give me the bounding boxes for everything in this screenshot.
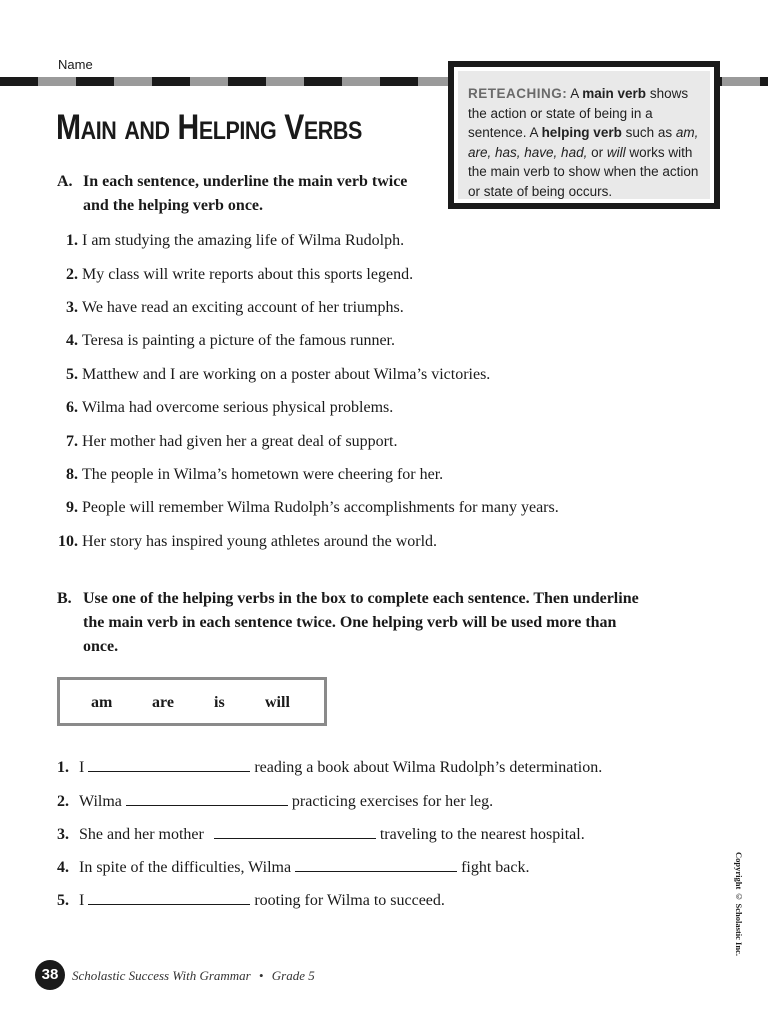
reteaching-text-part: such as <box>621 125 676 140</box>
item-text-after: practicing exercises for her leg. <box>291 793 494 810</box>
section-a-letter: A. <box>57 173 73 190</box>
name-label: Name <box>58 57 93 72</box>
footer-text <box>72 968 315 984</box>
item-number: 4. <box>66 332 78 349</box>
item-text-before: She and her mother <box>79 826 204 843</box>
item-text-after: reading a book about Wilma Rudolph’s determination. <box>254 759 603 776</box>
item-text-before: In spite of the difficulties, Wilma <box>79 859 292 876</box>
item-text-after: fight back. <box>461 859 530 876</box>
reteaching-text-part: A <box>567 86 583 101</box>
reteaching-text-part: shows the action or state of being in a sentence. A <box>468 86 689 140</box>
item-number: 3. <box>66 299 78 316</box>
list-item <box>50 466 443 484</box>
answer-blank[interactable] <box>88 757 250 772</box>
item-number: 10. <box>58 533 78 550</box>
item-text: Wilma had overcome serious physical problems. <box>82 399 394 416</box>
list-item <box>50 499 559 517</box>
answer-blank[interactable] <box>126 791 288 806</box>
item-text: Her story has inspired young athletes around the world. <box>82 533 438 550</box>
list-item <box>57 791 493 811</box>
section-b-letter: B. <box>57 590 72 607</box>
list-item <box>50 533 437 551</box>
item-number: 4. <box>57 859 69 876</box>
reteaching-text-part: works with the main verb to show when the action or state of being occurs. <box>468 144 699 199</box>
list-item <box>57 890 445 910</box>
item-text: Her mother had given her a great deal of support. <box>82 433 398 450</box>
item-text: I am studying the amazing life of Wilma Rudolph. <box>82 232 405 249</box>
item-number: 5. <box>66 366 78 383</box>
item-text: Teresa is painting a picture of the famous runner. <box>82 332 395 349</box>
verb-option: am <box>91 694 113 711</box>
item-number: 6. <box>66 399 78 416</box>
list-item <box>50 399 393 417</box>
item-text: My class will write reports about this sports legend. <box>82 266 414 283</box>
page-number-badge: 38 <box>35 960 65 990</box>
list-item <box>50 266 413 284</box>
item-text: We have read an exciting account of her triumphs. <box>82 299 404 316</box>
reteaching-text-part: or <box>587 144 607 160</box>
item-number: 2. <box>57 793 69 810</box>
footer-separator: • <box>258 968 264 983</box>
section-a-list <box>50 232 730 562</box>
book-title: Scholastic Success With Grammar <box>72 968 251 983</box>
list-item <box>57 824 585 844</box>
list-item <box>50 332 395 350</box>
helping-verb-box <box>57 677 327 726</box>
item-number: 8. <box>66 466 78 483</box>
list-item <box>50 299 404 317</box>
reteaching-main-verb-term: main verb <box>582 86 647 101</box>
reteaching-box <box>448 61 720 209</box>
grade-label: Grade 5 <box>271 968 315 983</box>
reteaching-example-will: will <box>606 144 626 160</box>
reteaching-examples: am, are, has, have, had, <box>468 125 699 160</box>
page-title: Main and Helping Verbs <box>56 108 362 147</box>
item-text-before: Wilma <box>79 793 122 810</box>
list-item <box>50 433 397 451</box>
list-item <box>50 366 490 384</box>
item-text-after: traveling to the nearest hospital. <box>379 826 585 843</box>
list-item <box>57 857 529 877</box>
list-item <box>50 232 404 250</box>
section-a-text: In each sentence, underline the main verb twice and the helping verb once. <box>83 173 408 214</box>
section-b-list <box>57 757 697 917</box>
item-text-before: I <box>79 759 85 776</box>
reteaching-helping-verb-term: helping verb <box>541 125 622 140</box>
item-text: Matthew and I are working on a poster about Wilma’s victories. <box>82 366 491 383</box>
item-text-before: I <box>79 892 85 909</box>
item-number: 1. <box>66 232 78 249</box>
item-number: 3. <box>57 826 69 843</box>
verb-option: are <box>152 694 174 711</box>
item-number: 9. <box>66 499 78 516</box>
item-number: 5. <box>57 892 69 909</box>
item-text: The people in Wilma’s hometown were cheering for her. <box>82 466 444 483</box>
item-text-after: rooting for Wilma to succeed. <box>254 892 445 909</box>
section-b-text: Use one of the helping verbs in the box to complete each sentence. Then underline the main verb in each sentence twice. One helping verb will be used more than once. <box>83 590 639 655</box>
reteaching-text <box>458 71 710 199</box>
item-number: 7. <box>66 433 78 450</box>
answer-blank[interactable] <box>295 857 457 872</box>
item-number: 2. <box>66 266 78 283</box>
section-b-instructions <box>57 587 657 662</box>
answer-blank[interactable] <box>214 824 376 839</box>
answer-blank[interactable] <box>88 890 250 905</box>
list-item <box>57 757 602 777</box>
item-text: People will remember Wilma Rudolph’s accomplishments for many years. <box>82 499 559 516</box>
verb-option: is <box>214 694 225 711</box>
reteaching-heading: RETEACHING: <box>468 86 568 101</box>
item-number: 1. <box>57 759 69 776</box>
section-a-instructions <box>57 170 437 220</box>
copyright-notice: Copyright © Scholastic Inc. <box>734 852 744 956</box>
verb-option: will <box>265 694 290 711</box>
